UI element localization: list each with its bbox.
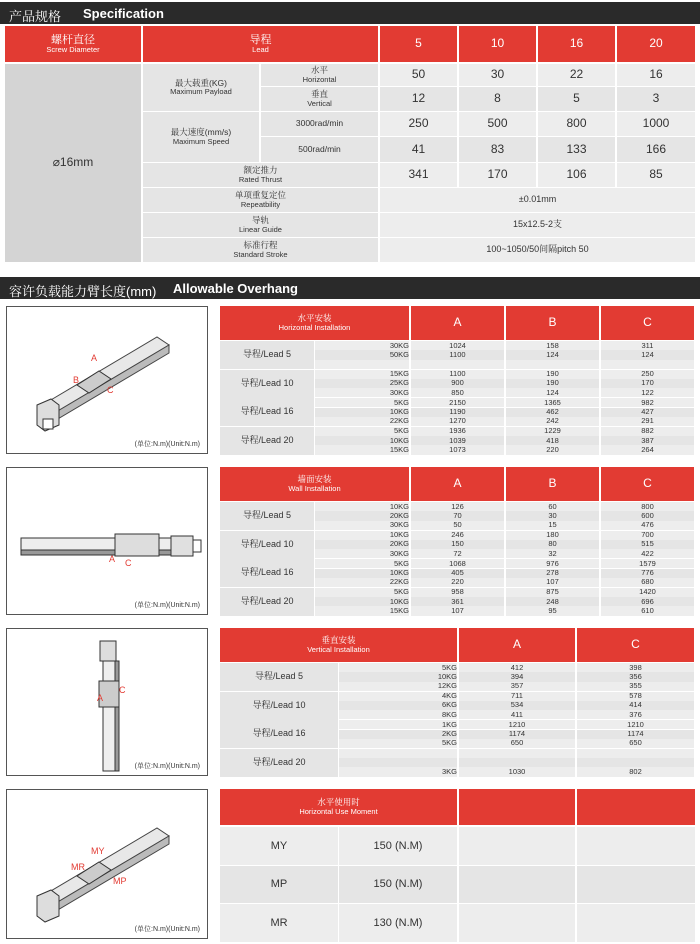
value-cell: 1190 (411, 408, 504, 417)
value-cell: 124 (601, 350, 694, 359)
value-cell: 982 (601, 398, 694, 407)
spec-value-cell: 170 (459, 163, 536, 187)
column-header-C: C (601, 306, 694, 340)
load-cell: 15KG (315, 445, 409, 454)
value-cell: 414 (577, 701, 694, 710)
load-cell (315, 360, 409, 369)
actuator-wall-drawing (7, 468, 207, 614)
lead-label: 导程/Lead 20 (220, 588, 314, 616)
load-cell: 22KG (315, 578, 409, 587)
label-c: C (119, 685, 126, 695)
value-cell: 60 (506, 502, 599, 511)
load-cell: 15KG (315, 606, 409, 615)
vert-title: 垂直安装 Vertical Installation (220, 628, 457, 662)
lead-label: 导程/Lead 20 (220, 749, 338, 777)
spec-value-cell: 50 (380, 64, 457, 86)
value-cell: 578 (577, 692, 694, 701)
value-cell (411, 360, 504, 369)
load-cell: 8KG (339, 710, 457, 719)
value-cell (459, 758, 575, 767)
lead-label: 导程/Lead 5 (220, 341, 314, 369)
unit-note: (单位:N.m)(Unit:N.m) (134, 602, 200, 609)
value-cell: 124 (506, 350, 599, 359)
overhang-title-cn: 容许负载能力臂长度(mm) (9, 284, 157, 299)
value-cell: 32 (506, 549, 599, 558)
horizontal-label: 水平 Horizontal (261, 64, 378, 86)
value-cell: 190 (506, 370, 599, 379)
load-cell: 30KG (315, 388, 409, 397)
value-cell: 1068 (411, 559, 504, 568)
value-cell: 610 (601, 606, 694, 615)
repeat-label: 单项重复定位 Repeatbility (143, 188, 378, 212)
value-cell: 264 (601, 445, 694, 454)
label-my: MY (91, 846, 105, 856)
stroke-label: 标准行程 Standard Stroke (143, 238, 378, 262)
value-cell: 107 (411, 606, 504, 615)
value-cell: 411 (459, 710, 575, 719)
value-cell: 107 (506, 578, 599, 587)
value-cell: 150 (411, 540, 504, 549)
load-cell: 6KG (339, 701, 457, 710)
load-cell: 20KG (315, 511, 409, 520)
load-cell: 10KG (315, 436, 409, 445)
value-cell: 696 (601, 597, 694, 606)
value-cell: 394 (459, 672, 575, 681)
lead-label: 导程/Lead 10 (220, 370, 314, 398)
label-mr: MR (71, 862, 85, 872)
moment-blank (459, 827, 575, 865)
lead-10: 10 (459, 26, 536, 62)
load-cell: 5KG (315, 559, 409, 568)
load-cell: 10KG (315, 569, 409, 578)
moment-image (6, 789, 208, 939)
value-cell: 1270 (411, 417, 504, 426)
moment-blank (577, 866, 695, 904)
column-header-B: B (506, 467, 599, 501)
value-cell: 700 (601, 531, 694, 540)
label-a: A (91, 353, 98, 363)
value-cell: 2150 (411, 398, 504, 407)
column-header-B: B (506, 306, 599, 340)
load-cell: 10KG (315, 408, 409, 417)
load-cell: 2KG (339, 730, 457, 739)
load-cell: 30KG (315, 521, 409, 530)
label-a: A (109, 554, 116, 564)
spec-section-bar (0, 2, 700, 24)
lead-label: 导程/Lead 16 (220, 398, 314, 426)
unit-note: (单位:N.m)(Unit:N.m) (134, 926, 200, 933)
value-cell: 958 (411, 588, 504, 597)
speed-label: 最大速度(mm/s) Maximum Speed (143, 112, 259, 162)
load-cell: 5KG (315, 588, 409, 597)
value-cell: 246 (411, 531, 504, 540)
value-cell: 356 (577, 672, 694, 681)
load-cell: 5KG (315, 427, 409, 436)
value-cell: 376 (577, 710, 694, 719)
moment-header-blank (459, 789, 575, 825)
overhang-title-en: Allowable Overhang (173, 281, 298, 296)
lead-label: 导程/Lead 16 (220, 559, 314, 587)
spec-value-cell: 3 (617, 87, 695, 111)
hor-title: 水平安装 Horizontal Installation (220, 306, 409, 340)
wall-install-image (6, 467, 208, 615)
repeat-value: ±0.01mm (380, 188, 695, 212)
value-cell: 311 (601, 341, 694, 350)
value-cell (577, 749, 694, 758)
value-cell: 1229 (506, 427, 599, 436)
value-cell: 1365 (506, 398, 599, 407)
value-cell: 600 (601, 511, 694, 520)
value-cell: 250 (601, 370, 694, 379)
value-cell: 1174 (459, 730, 575, 739)
value-cell: 122 (601, 388, 694, 397)
load-cell: 10KG (315, 531, 409, 540)
load-cell (339, 758, 457, 767)
value-cell: 30 (506, 511, 599, 520)
column-header-A: A (411, 306, 504, 340)
lead-5: 5 (380, 26, 457, 62)
diameter-value: ⌀16mm (5, 64, 141, 262)
load-cell: 30KG (315, 341, 409, 350)
value-cell: 361 (411, 597, 504, 606)
value-cell: 1100 (411, 350, 504, 359)
load-cell: 10KG (315, 502, 409, 511)
value-cell (601, 360, 694, 369)
label-a: A (97, 693, 104, 703)
value-cell: 355 (577, 682, 694, 691)
speed-3000-label: 3000rad/min (261, 112, 378, 136)
value-cell: 15 (506, 521, 599, 530)
value-cell: 882 (601, 427, 694, 436)
moment-name: MY (220, 827, 338, 865)
value-cell: 476 (601, 521, 694, 530)
stroke-value: 100~1050/50间隔pitch 50 (380, 238, 695, 262)
value-cell: 776 (601, 569, 694, 578)
spec-value-cell: 85 (617, 163, 695, 187)
lead-label: 导程/Lead 10 (220, 692, 338, 720)
value-cell: 800 (601, 502, 694, 511)
spec-title-en: Specification (83, 6, 164, 21)
label-c: C (107, 385, 114, 395)
value-cell (506, 360, 599, 369)
vertical-label: 垂直 Vertical (261, 87, 378, 111)
lead-header: 导程 Lead (143, 26, 378, 62)
spec-value-cell: 1000 (617, 112, 695, 136)
value-cell: 398 (577, 663, 694, 672)
value-cell: 462 (506, 408, 599, 417)
value-cell: 126 (411, 502, 504, 511)
value-cell: 1210 (459, 720, 575, 729)
value-cell: 427 (601, 408, 694, 417)
guide-value: 15x12.5-2支 (380, 213, 695, 237)
value-cell: 170 (601, 379, 694, 388)
load-cell: 20KG (315, 540, 409, 549)
spec-value-cell: 12 (380, 87, 457, 111)
value-cell: 650 (459, 739, 575, 748)
value-cell: 80 (506, 540, 599, 549)
value-cell: 1579 (601, 559, 694, 568)
value-cell: 802 (577, 767, 694, 776)
value-cell: 158 (506, 341, 599, 350)
moment-name: MR (220, 904, 338, 942)
moment-value: 130 (N.M) (339, 904, 457, 942)
value-cell: 875 (506, 588, 599, 597)
actuator-vertical-drawing (7, 629, 207, 775)
spec-value-cell: 5 (538, 87, 615, 111)
lead-label: 导程/Lead 16 (220, 720, 338, 748)
column-header-A: A (459, 628, 575, 662)
spec-value-cell: 41 (380, 137, 457, 162)
moment-name: MP (220, 866, 338, 904)
guide-label: 导轨 Linear Guide (143, 213, 378, 237)
value-cell: 220 (411, 578, 504, 587)
column-header-C: C (577, 628, 694, 662)
value-cell: 976 (506, 559, 599, 568)
moment-blank (577, 904, 695, 942)
value-cell: 72 (411, 549, 504, 558)
value-cell: 412 (459, 663, 575, 672)
label-b: B (73, 375, 80, 385)
column-header-A: A (411, 467, 504, 501)
spec-title-cn: 产品规格 (9, 9, 62, 24)
load-cell: 1KG (339, 720, 457, 729)
horizontal-install-image (6, 306, 208, 454)
spec-value-cell: 30 (459, 64, 536, 86)
value-cell (459, 749, 575, 758)
moment-value: 150 (N.M) (339, 866, 457, 904)
value-cell: 220 (506, 445, 599, 454)
value-cell: 180 (506, 531, 599, 540)
value-cell: 242 (506, 417, 599, 426)
value-cell: 190 (506, 379, 599, 388)
value-cell: 680 (601, 578, 694, 587)
load-cell: 10KG (339, 672, 457, 681)
load-cell: 10KG (315, 597, 409, 606)
lead-label: 导程/Lead 20 (220, 427, 314, 455)
actuator-horizontal-drawing (7, 307, 207, 453)
value-cell: 850 (411, 388, 504, 397)
value-cell: 387 (601, 436, 694, 445)
spec-value-cell: 500 (459, 112, 536, 136)
spec-value-cell: 106 (538, 163, 615, 187)
speed-500-label: 500rad/min (261, 137, 378, 162)
load-cell (339, 749, 457, 758)
moment-title: 水平使用时 Horizontal Use Moment (220, 789, 457, 825)
moment-blank (459, 904, 575, 942)
thrust-label: 额定推力 Rated Thrust (143, 163, 378, 187)
lead-label: 导程/Lead 5 (220, 502, 314, 530)
load-cell: 3KG (339, 767, 457, 776)
value-cell: 711 (459, 692, 575, 701)
moment-blank (577, 827, 695, 865)
value-cell: 422 (601, 549, 694, 558)
load-cell: 30KG (315, 549, 409, 558)
actuator-moment-drawing (7, 790, 207, 938)
value-cell: 1174 (577, 730, 694, 739)
value-cell: 1039 (411, 436, 504, 445)
spec-value-cell: 166 (617, 137, 695, 162)
load-cell: 5KG (339, 739, 457, 748)
moment-value: 150 (N.M) (339, 827, 457, 865)
load-cell: 5KG (339, 663, 457, 672)
load-cell: 25KG (315, 379, 409, 388)
moment-blank (459, 866, 575, 904)
spec-value-cell: 83 (459, 137, 536, 162)
label-mp: MP (113, 876, 127, 886)
label-c: C (125, 558, 132, 568)
value-cell: 1936 (411, 427, 504, 436)
value-cell: 70 (411, 511, 504, 520)
value-cell: 95 (506, 606, 599, 615)
moment-header-blank (577, 789, 695, 825)
value-cell: 248 (506, 597, 599, 606)
value-cell: 1024 (411, 341, 504, 350)
lead-20: 20 (617, 26, 695, 62)
screw-diameter-header: 螺杆直径 Screw Diameter (5, 26, 141, 62)
load-cell: 15KG (315, 370, 409, 379)
value-cell: 291 (601, 417, 694, 426)
value-cell: 357 (459, 682, 575, 691)
spec-value-cell: 22 (538, 64, 615, 86)
value-cell: 1100 (411, 370, 504, 379)
spec-value-cell: 16 (617, 64, 695, 86)
value-cell: 50 (411, 521, 504, 530)
lead-16: 16 (538, 26, 615, 62)
value-cell: 515 (601, 540, 694, 549)
spec-value-cell: 800 (538, 112, 615, 136)
load-cell: 50KG (315, 350, 409, 359)
spec-value-cell: 250 (380, 112, 457, 136)
value-cell: 405 (411, 569, 504, 578)
value-cell: 1030 (459, 767, 575, 776)
column-header-C: C (601, 467, 694, 501)
load-cell: 12KG (339, 682, 457, 691)
value-cell: 1420 (601, 588, 694, 597)
value-cell: 124 (506, 388, 599, 397)
lead-label: 导程/Lead 10 (220, 531, 314, 559)
unit-note: (单位:N.m)(Unit:N.m) (134, 763, 200, 770)
overhang-section-bar (0, 277, 700, 299)
spec-value-cell: 133 (538, 137, 615, 162)
load-cell: 5KG (315, 398, 409, 407)
value-cell: 650 (577, 739, 694, 748)
value-cell: 534 (459, 701, 575, 710)
spec-value-cell: 341 (380, 163, 457, 187)
load-cell: 22KG (315, 417, 409, 426)
value-cell: 418 (506, 436, 599, 445)
value-cell (577, 758, 694, 767)
value-cell: 278 (506, 569, 599, 578)
vertical-install-image (6, 628, 208, 776)
payload-label: 最大载重(KG) Maximum Payload (143, 64, 259, 111)
load-cell: 4KG (339, 692, 457, 701)
lead-label: 导程/Lead 5 (220, 663, 338, 691)
value-cell: 1073 (411, 445, 504, 454)
value-cell: 900 (411, 379, 504, 388)
value-cell: 1210 (577, 720, 694, 729)
wall-title: 墙面安装 Wall Installation (220, 467, 409, 501)
spec-value-cell: 8 (459, 87, 536, 111)
unit-note: (单位:N.m)(Unit:N.m) (134, 441, 200, 448)
